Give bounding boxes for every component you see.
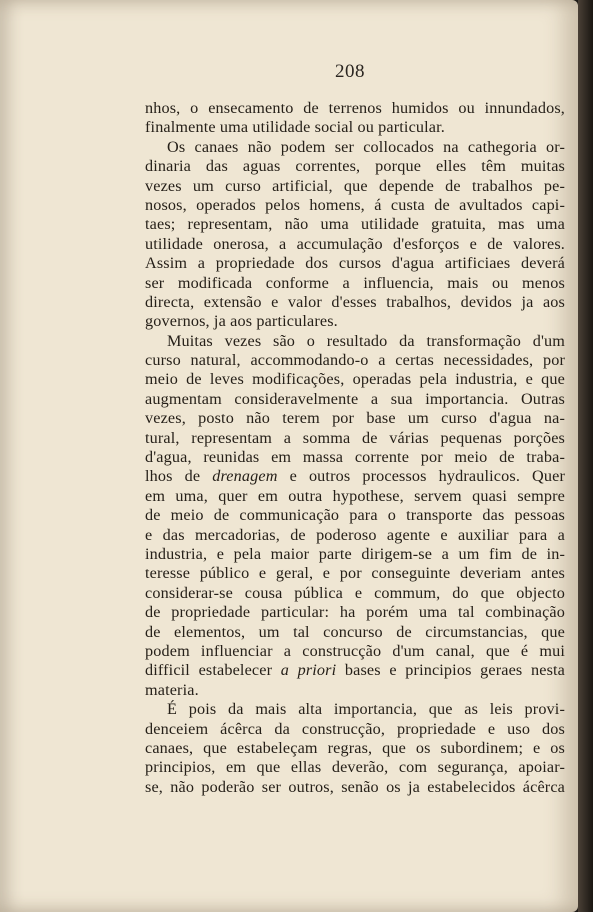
italic-term: a priori [280,661,337,680]
text-line: em uma, quer em outra hypothese, servem quasi sempre [145,486,565,505]
text-line: principios, em que ellas deverão, com segurança, apoiar- [145,758,565,777]
text-line: e das mercadorias, de poderoso agente e auxiliar para a [145,525,565,544]
text-segment: bases e principios geraes nesta [336,661,566,680]
text-line: d'agua, reunidas em massa corrente por meio de traba- [145,448,565,467]
text-line: materia. [145,680,199,699]
text-line: tural, representam a somma de várias pequenas porções [145,428,565,447]
text-line: vezes, posto não terem por base um curso d'agua na- [145,409,565,428]
text-line: de propriedade particular: ha porém uma tal combinação [145,603,565,622]
text-line: considerar-se cousa pública e commum, do que objecto [145,583,565,602]
text-line: Muitas vezes são o resultado da transformação d'um [167,331,565,350]
text-line: de elementos, um tal concurso de circumstancias, que [145,622,565,641]
text-line: de meio de communicação para o transporte das pessoas [145,506,565,525]
page-number: 208 [335,61,365,82]
text-line: industria, e pela maior parte dirigem-se a um fim de in- [145,544,565,563]
text-segment: lhos de [145,467,213,486]
text-line: podem influenciar a construcção d'um canal, que é mui [145,641,565,660]
book-spine-edge [578,0,593,912]
body-text [145,99,565,797]
text-line: taes; representam, não uma utilidade gratuita, mas uma [145,215,565,234]
text-line: meio de leves modificações, operadas pela industria, e que [145,370,565,389]
text-line: finalmente uma utilidade social ou particular. [145,118,445,137]
text-line: É pois da mais alta importancia, que as leis provi- [167,700,565,719]
text-segment: difficil estabelecer [145,661,281,680]
text-line: nhos, o ensecamento de terrenos humidos ou innundados, [145,99,565,117]
italic-term: drenagem [212,467,278,486]
text-line: se, não poderão ser outros, senão os ja estabelecidos ácêrca [145,777,565,796]
text-line: denceiem ácêrca da construcção, propriedade e uso dos [145,719,565,738]
text-line: curso natural, accommodando-o a certas necessidades, por [145,351,565,370]
text-line [145,467,565,486]
text-line: utilidade onerosa, a accumulação d'esforços e de valores. [145,234,565,253]
text-line: nosos, operados pelos homens, á custa de avultados capi- [145,195,565,214]
text-line: canaes, que estabeleçam regras, que os subordinem; e os [145,738,565,757]
text-line: Os canaes não podem ser collocados na cathegoria or- [167,137,565,156]
text-line: directa, extensão e valor d'esses trabalhos, devidos ja aos [145,292,565,311]
text-line: teresse público e geral, e por conseguinte deveriam antes [145,564,565,583]
text-line: governos, ja aos particulares. [145,312,338,331]
text-line: Assim a propriedade dos cursos d'agua artificiaes deverá [145,254,565,273]
text-line: vezes um curso artificial, que depende de trabalhos pe- [145,176,565,195]
text-line: ser modificada conforme a influencia, mais ou menos [145,273,565,292]
text-line [145,661,565,680]
text-line: augmentam consideravelmente a sua importancia. Outras [145,389,565,408]
text-line: dinaria das aguas correntes, porque elles têm muitas [145,157,565,176]
text-segment: e outros processos hydraulicos. Quer [277,467,565,486]
